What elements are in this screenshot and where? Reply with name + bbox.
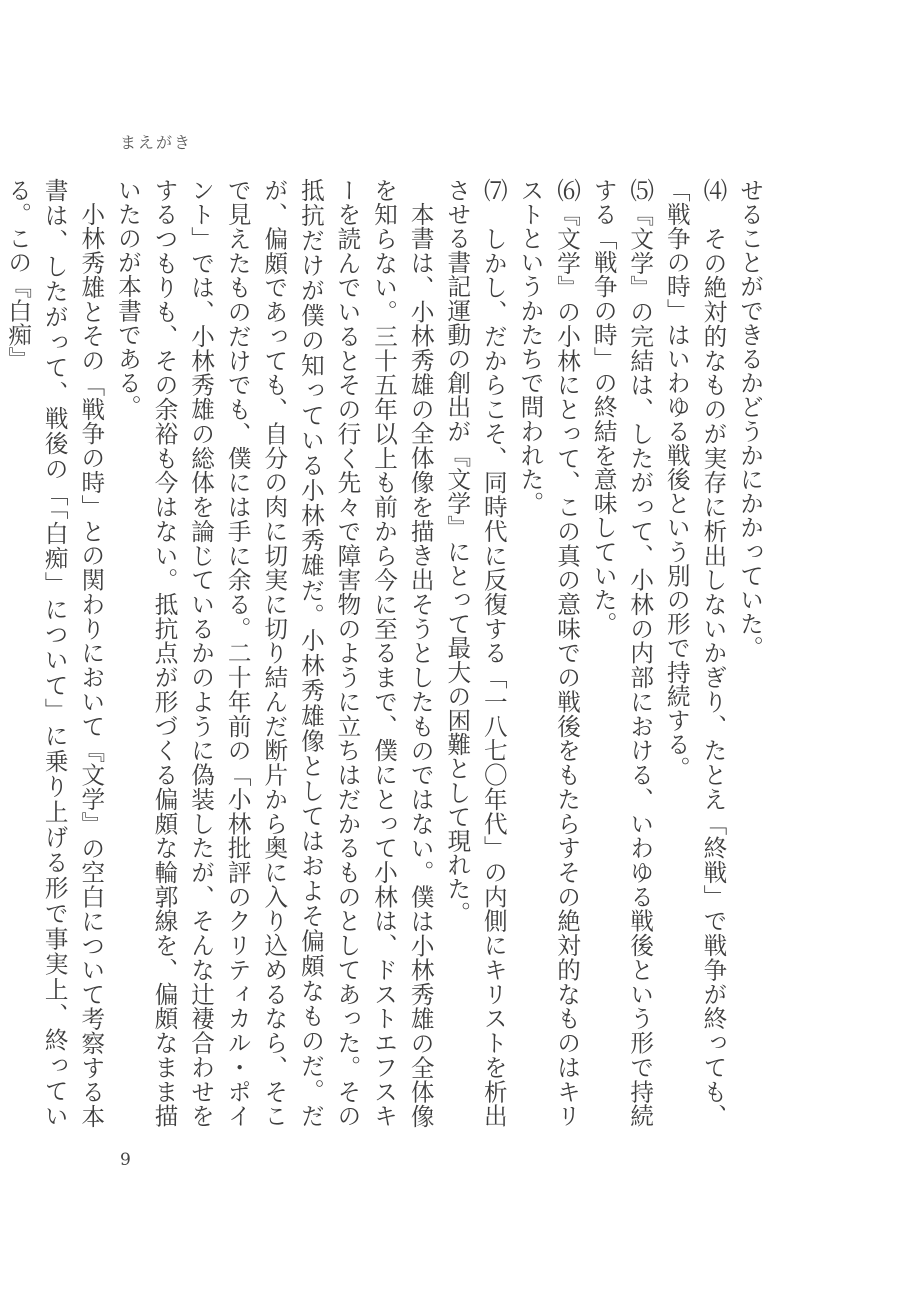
numbered-note-7: ⑺ しかし、だからこそ、同時代に反復する「一八七〇年代」の内側にキリストを析出させる書記運動の創出が『文学』にとって最大の困難として現れた。 (443, 178, 508, 1128)
page-number: 9 (120, 1150, 131, 1170)
numbered-note-4: ⑷ その絶対的なものが実存に析出しないかぎり、たとえ「終戦」で戦争が終っても、「戦争の時」はいわゆる戦後という別の形で持続する。 (662, 178, 728, 1128)
numbered-note-5: ⑸『文学』の完結は、したがって、小林の内部における、いわゆる戦後という形で持続する「戦争の時」の終結を意味していた。 (589, 178, 655, 1128)
paragraph-conclusion: 小林秀雄とその「戦争の時」との関わりにおいて『文学』の空白について考察する本書は、したがって、戦後の「「白痴」について」に乗り上げる形で事実上、終っている。この『白痴』 (4, 178, 106, 1128)
body-text (4, 178, 768, 1128)
paragraph-about-this-book: 本書は、小林秀雄の全体像を描き出そうとしたものではない。僕は小林秀雄の全体像を知らない。三十五年以上も前から今に至るまで、僕にとって小林は、ドストエフスキーを読んでいるとその行く先々で障害物のように立ちはだかるものとしてあった。その抵抗だけが僕の知っている小林秀雄だ。小林秀雄像としてはおよそ偏頗なものだ。だが、偏頗であっても、自分の肉に切実に切り結んだ断片から奥に入り込めるなら、そこで見えたものだけでも、僕には手に余る。二十年前の「小林批評のクリティカル・ポイント」では、小林秀雄の総体を論じているかのように偽装したが、そんな辻褄合わせをするつもりも、その余裕も今はない。抵抗点が形づくる偏頗な輪郭線を、偏頗なまま描いたのが本書である。 (113, 178, 435, 1128)
paragraph-continuation: せることができるかどうかにかかっていた。 (736, 178, 764, 660)
running-head: まえがき (120, 133, 193, 152)
numbered-note-6: ⑹『文学』の小林にとって、この真の意味での戦後をもたらすその絶対的なものはキリストというかたちで問われた。 (516, 178, 582, 1128)
